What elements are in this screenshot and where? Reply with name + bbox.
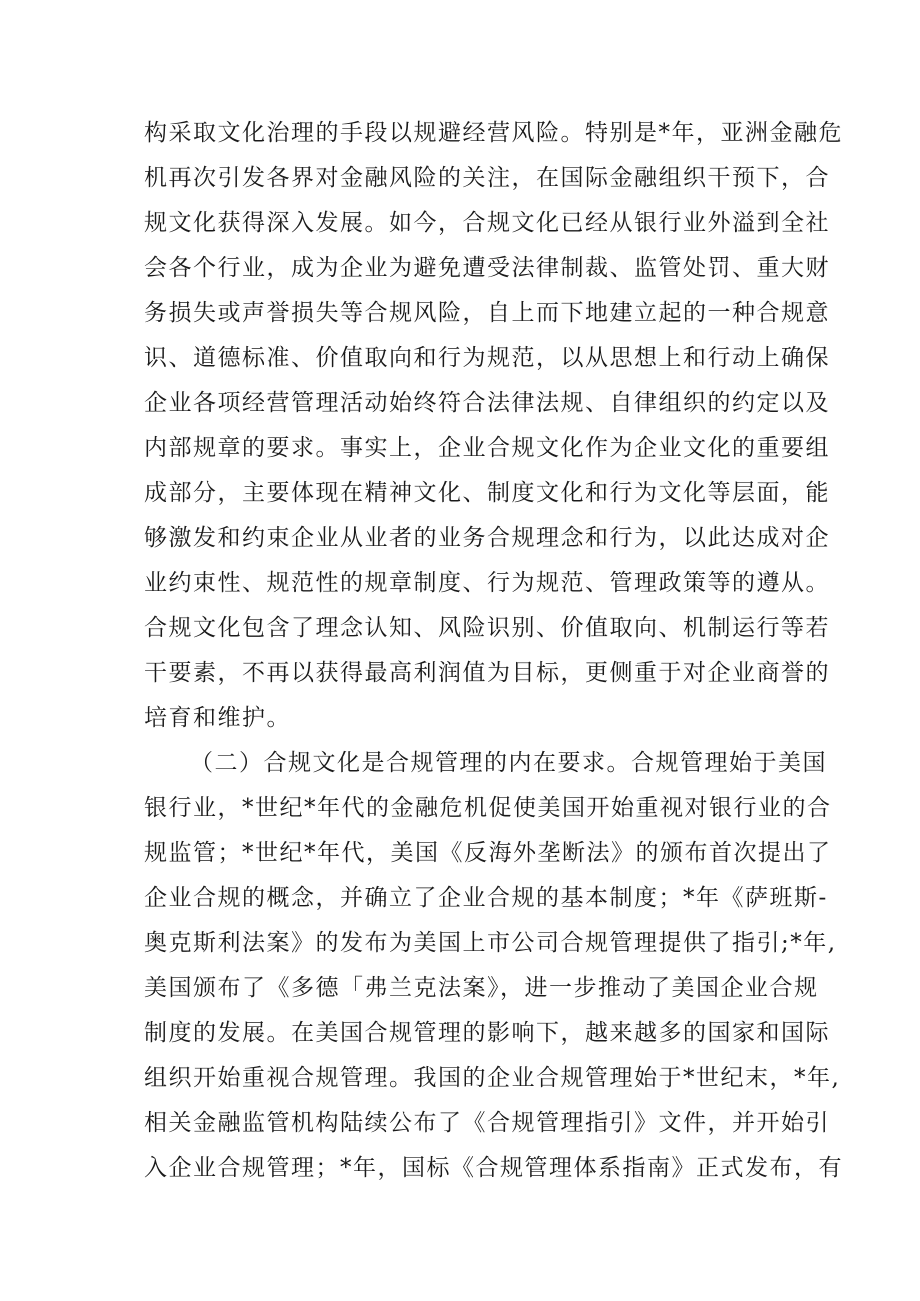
paragraph-2-line-1: （二）合规文化是合规管理的内在要求。合规管理始于美国 [190, 750, 827, 776]
paragraph-1-line-13: 干要素，不再以获得最高利润值为目标，更侧重于对企业商誉的 [144, 660, 830, 686]
paragraph-1-line-2: 机再次引发各界对金融风险的关注，在国际金融组织干预下，合 [144, 165, 830, 191]
paragraph-2-line-2: 银行业，*世纪*年代的金融危机促使美国开始重视对银行业的合 [144, 795, 832, 821]
paragraph-1-line-1: 构采取文化治理的手段以规避经营风险。特别是*年，亚洲金融危 [144, 120, 843, 146]
paragraph-1-line-9: 成部分，主要体现在精神文化、制度文化和行为文化等层面，能 [144, 480, 830, 506]
paragraph-2-line-6: 美国颁布了《多德「弗兰克法案》，进一步推动了美国企业合规 [144, 975, 819, 1001]
paragraph-2-line-10: 入企业合规管理；*年，国标《合规管理体系指南》正式发布，有 [144, 1155, 843, 1181]
paragraph-2-line-7: 制度的发展。在美国合规管理的影响下，越来越多的国家和国际 [144, 1020, 830, 1046]
paragraph-2-line-5: 奥克斯利法案》的发布为美国上市公司合规管理提供了指引;*年, [144, 930, 837, 956]
paragraph-1-line-12: 合规文化包含了理念认知、风险识别、价值取向、机制运行等若 [144, 615, 830, 641]
paragraph-1-line-6: 识、道德标准、价值取向和行为规范，以从思想上和行动上确保 [144, 345, 830, 371]
paragraph-2-line-4: 企业合规的概念，并确立了企业合规的基本制度；*年《萨班斯- [144, 885, 828, 911]
paragraph-1-line-10: 够激发和约束企业从业者的业务合规理念和行为，以此达成对企 [144, 525, 830, 551]
paragraph-1-line-8: 内部规章的要求。事实上，企业合规文化作为企业文化的重要组 [144, 435, 830, 461]
paragraph-1-line-7: 企业各项经营管理活动始终符合法律法规、自律组织的约定以及 [144, 390, 830, 416]
paragraph-1-line-5: 务损失或声誉损失等合规风险，自上而下地建立起的一种合规意 [144, 300, 830, 326]
paragraph-1-line-11: 业约束性、规范性的规章制度、行为规范、管理政策等的遵从。 [144, 570, 830, 596]
paragraph-1-line-4: 会各个行业，成为企业为避免遭受法律制裁、监管处罚、重大财 [144, 255, 830, 281]
paragraph-1-line-3: 规文化获得深入发展。如今，合规文化已经从银行业外溢到全社 [144, 210, 830, 236]
paragraph-1-line-14: 培育和维护。 [144, 705, 291, 731]
paragraph-2-line-9: 相关金融监管机构陆续公布了《合规管理指引》文件，并开始引 [144, 1110, 830, 1136]
paragraph-2-line-8: 组织开始重视合规管理。我国的企业合规管理始于*世纪末，*年, [144, 1065, 841, 1091]
paragraph-2-line-3: 规监管；*世纪*年代，美国《反海外垄断法》的颁布首次提出了 [144, 840, 832, 866]
